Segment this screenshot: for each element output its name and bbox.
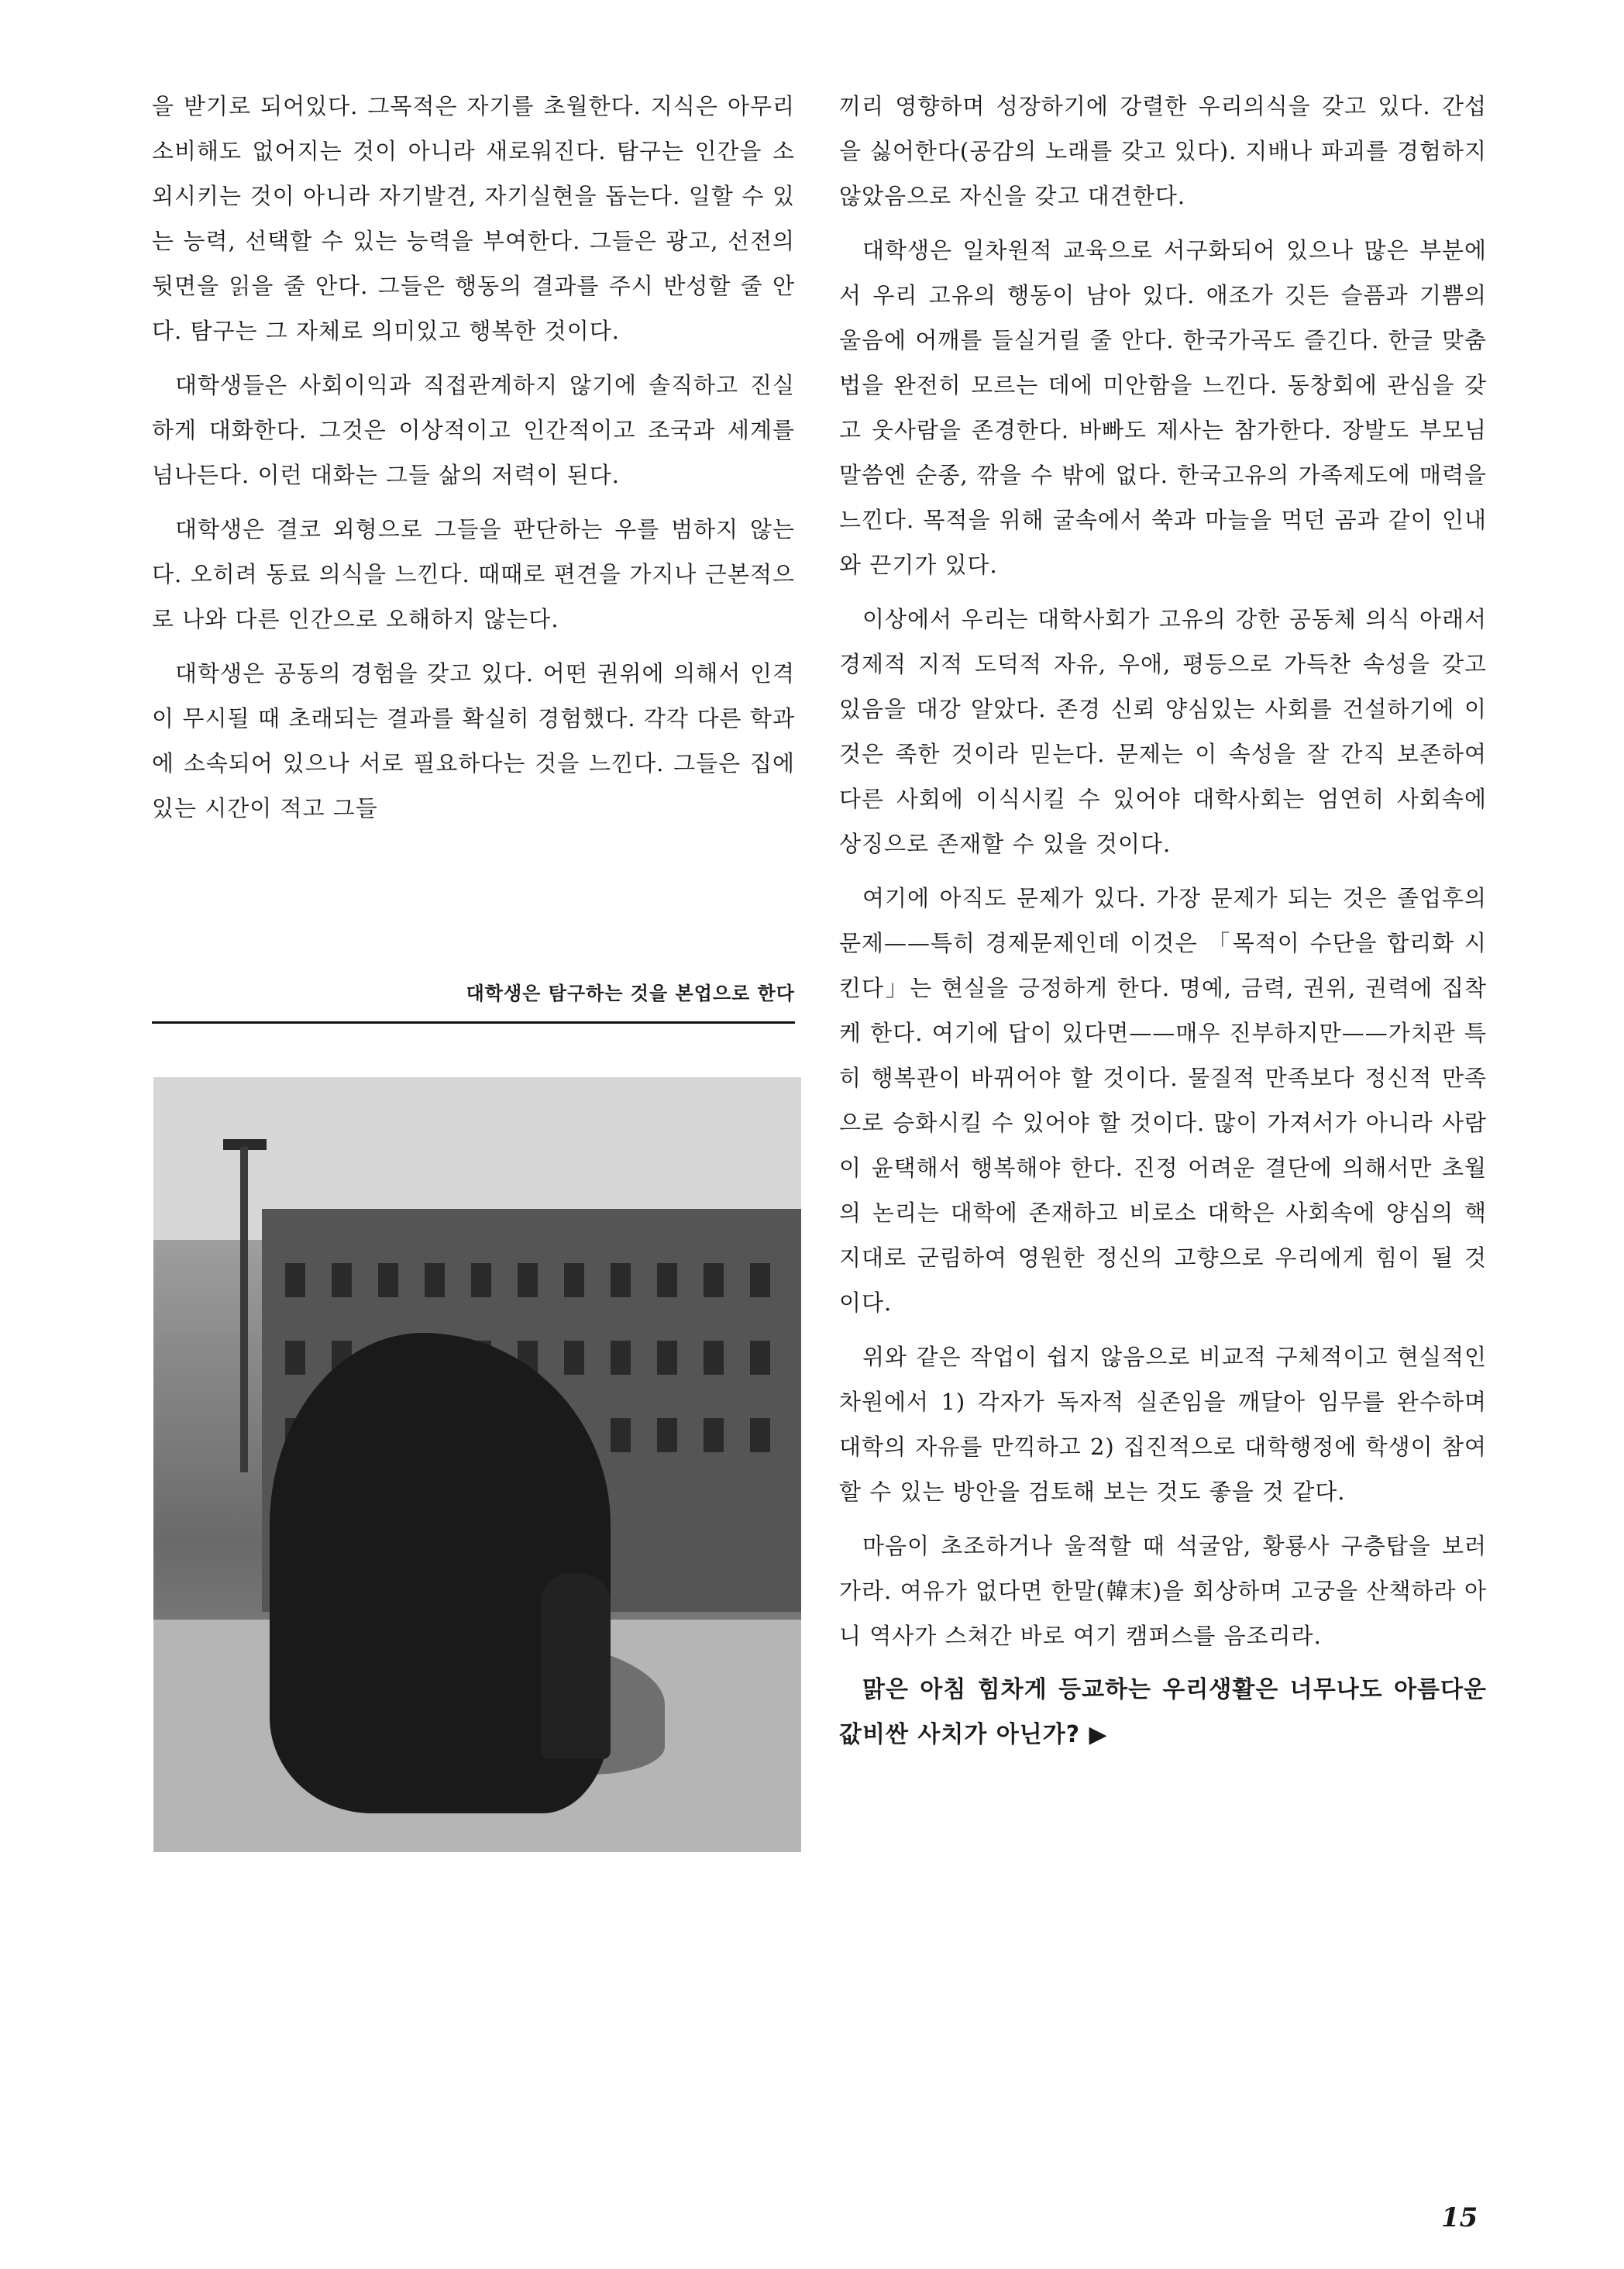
photo-window — [285, 1341, 305, 1375]
paragraph: 이상에서 우리는 대학사회가 고유의 강한 공동체 의식 아래서 경제적 지적 도덕적 자유, 우애, 평등으로 가득찬 속성을 갖고 있음을 대강 알았다. 존경 신뢰 양심있는 사회를 건설하기에 이것은 족한 것이라 믿는다. 문제는 이 속성을 잘 간직 보존하여 다른 사회에 이식시킬 수 있어야 대학사회는 엄연히 사회속에 상징으로 존재할 수 있을 것이다. — [839, 606, 1487, 857]
photo-window — [378, 1263, 398, 1297]
photo-window — [657, 1418, 677, 1452]
paragraph: 대학생은 공동의 경험을 갖고 있다. 어떤 권위에 의해서 인격이 무시될 때 초래되는 결과를 확실히 경험했다. 각각 다른 학과에 소속되어 있으나 서로 필요하다는 것을 느낀다. 그들은 집에 있는 시간이 적고 그들 — [152, 660, 795, 821]
photo-seated-person — [541, 1573, 611, 1759]
paragraph: 위와 같은 작업이 쉽지 않음으로 비교적 구체적이고 현실적인 차원에서 1) 각자가 독자적 실존임을 깨달아 임무를 완수하며 대학의 자유를 만끽하고 2) 집진적으로 대학행정에 학생이 참여할 수 있는 방안을 검토해 보는 것도 좋을 것 같다. — [839, 1344, 1487, 1505]
photo-window — [750, 1341, 770, 1375]
photo-window — [611, 1263, 631, 1297]
photo-window — [704, 1418, 724, 1452]
photo-window — [750, 1418, 770, 1452]
campus-sculpture-photo — [153, 1077, 801, 1852]
paragraph: 대학생들은 사회이익과 직접관계하지 않기에 솔직하고 진실하게 대화한다. 그것은 이상적이고 인간적이고 조국과 세계를 넘나든다. 이런 대화는 그들 삶의 저력이 된다. — [152, 372, 795, 488]
photo-window — [657, 1341, 677, 1375]
photo-window — [564, 1263, 584, 1297]
photo-window — [611, 1341, 631, 1375]
page-number: 15 — [1441, 2202, 1478, 2233]
photo-window — [657, 1263, 677, 1297]
photo-caption: 대학생은 탐구하는 것을 본업으로 한다 — [466, 983, 795, 1004]
caption-divider — [152, 1021, 795, 1024]
photo-window — [704, 1341, 724, 1375]
left-column — [152, 84, 795, 840]
photo-window — [425, 1263, 445, 1297]
paragraph: 끼리 영향하며 성장하기에 강렬한 우리의식을 갖고 있다. 간섭을 싫어한다(공감의 노래를 갖고 있다). 지배나 파괴를 경험하지 않았음으로 자신을 갖고 대견한다. — [839, 93, 1487, 209]
street-lamp-pole — [240, 1147, 248, 1472]
photo-window — [750, 1263, 770, 1297]
paragraph: 을 받기로 되어있다. 그목적은 자기를 초월한다. 지식은 아무리 소비해도 없어지는 것이 아니라 새로워진다. 탐구는 인간을 소외시키는 것이 아니라 자기발견, 자기실현을 돕는다. 일할 수 있는 능력, 선택할 수 있는 능력을 부여한다. 그들은 광고, 선전의 뒷면을 읽을 줄 안다. 그들은 행동의 결과를 주시 반성할 줄 안다. 탐구는 그 자체로 의미있고 행복한 것이다. — [152, 93, 795, 344]
photo-window — [611, 1418, 631, 1452]
photo-window — [332, 1263, 352, 1297]
closing-paragraph: 맑은 아침 힘차게 등교하는 우리생활은 너무나도 아름다운 값비싼 사치가 아닌가? ▶ — [839, 1676, 1487, 1748]
paragraph: 대학생은 결코 외형으로 그들을 판단하는 우를 범하지 않는다. 오히려 동료 의식을 느낀다. 때때로 편견을 가지나 근본적으로 나와 다른 인간으로 오해하지 않는다. — [152, 516, 795, 632]
right-column — [839, 84, 1487, 1767]
photo-window — [518, 1263, 538, 1297]
photo-window — [564, 1341, 584, 1375]
photo-window — [704, 1263, 724, 1297]
paragraph: 마음이 초조하거나 울적할 때 석굴암, 황룡사 구층탑을 보러가라. 여유가 없다면 한말(韓末)을 회상하며 고궁을 산책하라 아니 역사가 스쳐간 바로 여기 캠퍼스를 음조리라. — [839, 1533, 1487, 1649]
photo-window — [285, 1263, 305, 1297]
paragraph: 여기에 아직도 문제가 있다. 가장 문제가 되는 것은 졸업후의 문제——특히 경제문제인데 이것은 「목적이 수단을 합리화 시킨다」는 현실을 긍정하게 한다. 명예, 금력, 권위, 권력에 집착케 한다. 여기에 답이 있다면——매우 진부하지만——가치관 특히 행복관이 바뀌어야 할 것이다. 물질적 만족보다 정신적 만족으로 승화시킬 수 있어야 할 것이다. 많이 가져서가 아니라 사람이 윤택해서 행복해야 한다. 진정 어려운 결단에 의해서만 초월의 논리는 대학에 존재하고 비로소 대학은 사회속에 양심의 핵지대로 군림하여 영원한 정신의 고향으로 우리에게 힘이 될 것이다. — [839, 885, 1487, 1316]
paragraph: 대학생은 일차원적 교육으로 서구화되어 있으나 많은 부분에서 우리 고유의 행동이 남아 있다. 애조가 깃든 슬픔과 기쁨의 울음에 어깨를 들실거릴 줄 안다. 한국가곡도 즐긴다. 한글 맞춤법을 완전히 모르는 데에 미안함을 느낀다. 동창회에 관심을 갖고 웃사람을 존경한다. 바빠도 제사는 참가한다. 장발도 부모님 말씀엔 순종, 깎을 수 밖에 없다. 한국고유의 가족제도에 매력을 느낀다. 목적을 위해 굴속에서 쑥과 마늘을 먹던 곰과 같이 인내와 끈기가 있다. — [839, 237, 1487, 578]
photo-window — [471, 1263, 491, 1297]
